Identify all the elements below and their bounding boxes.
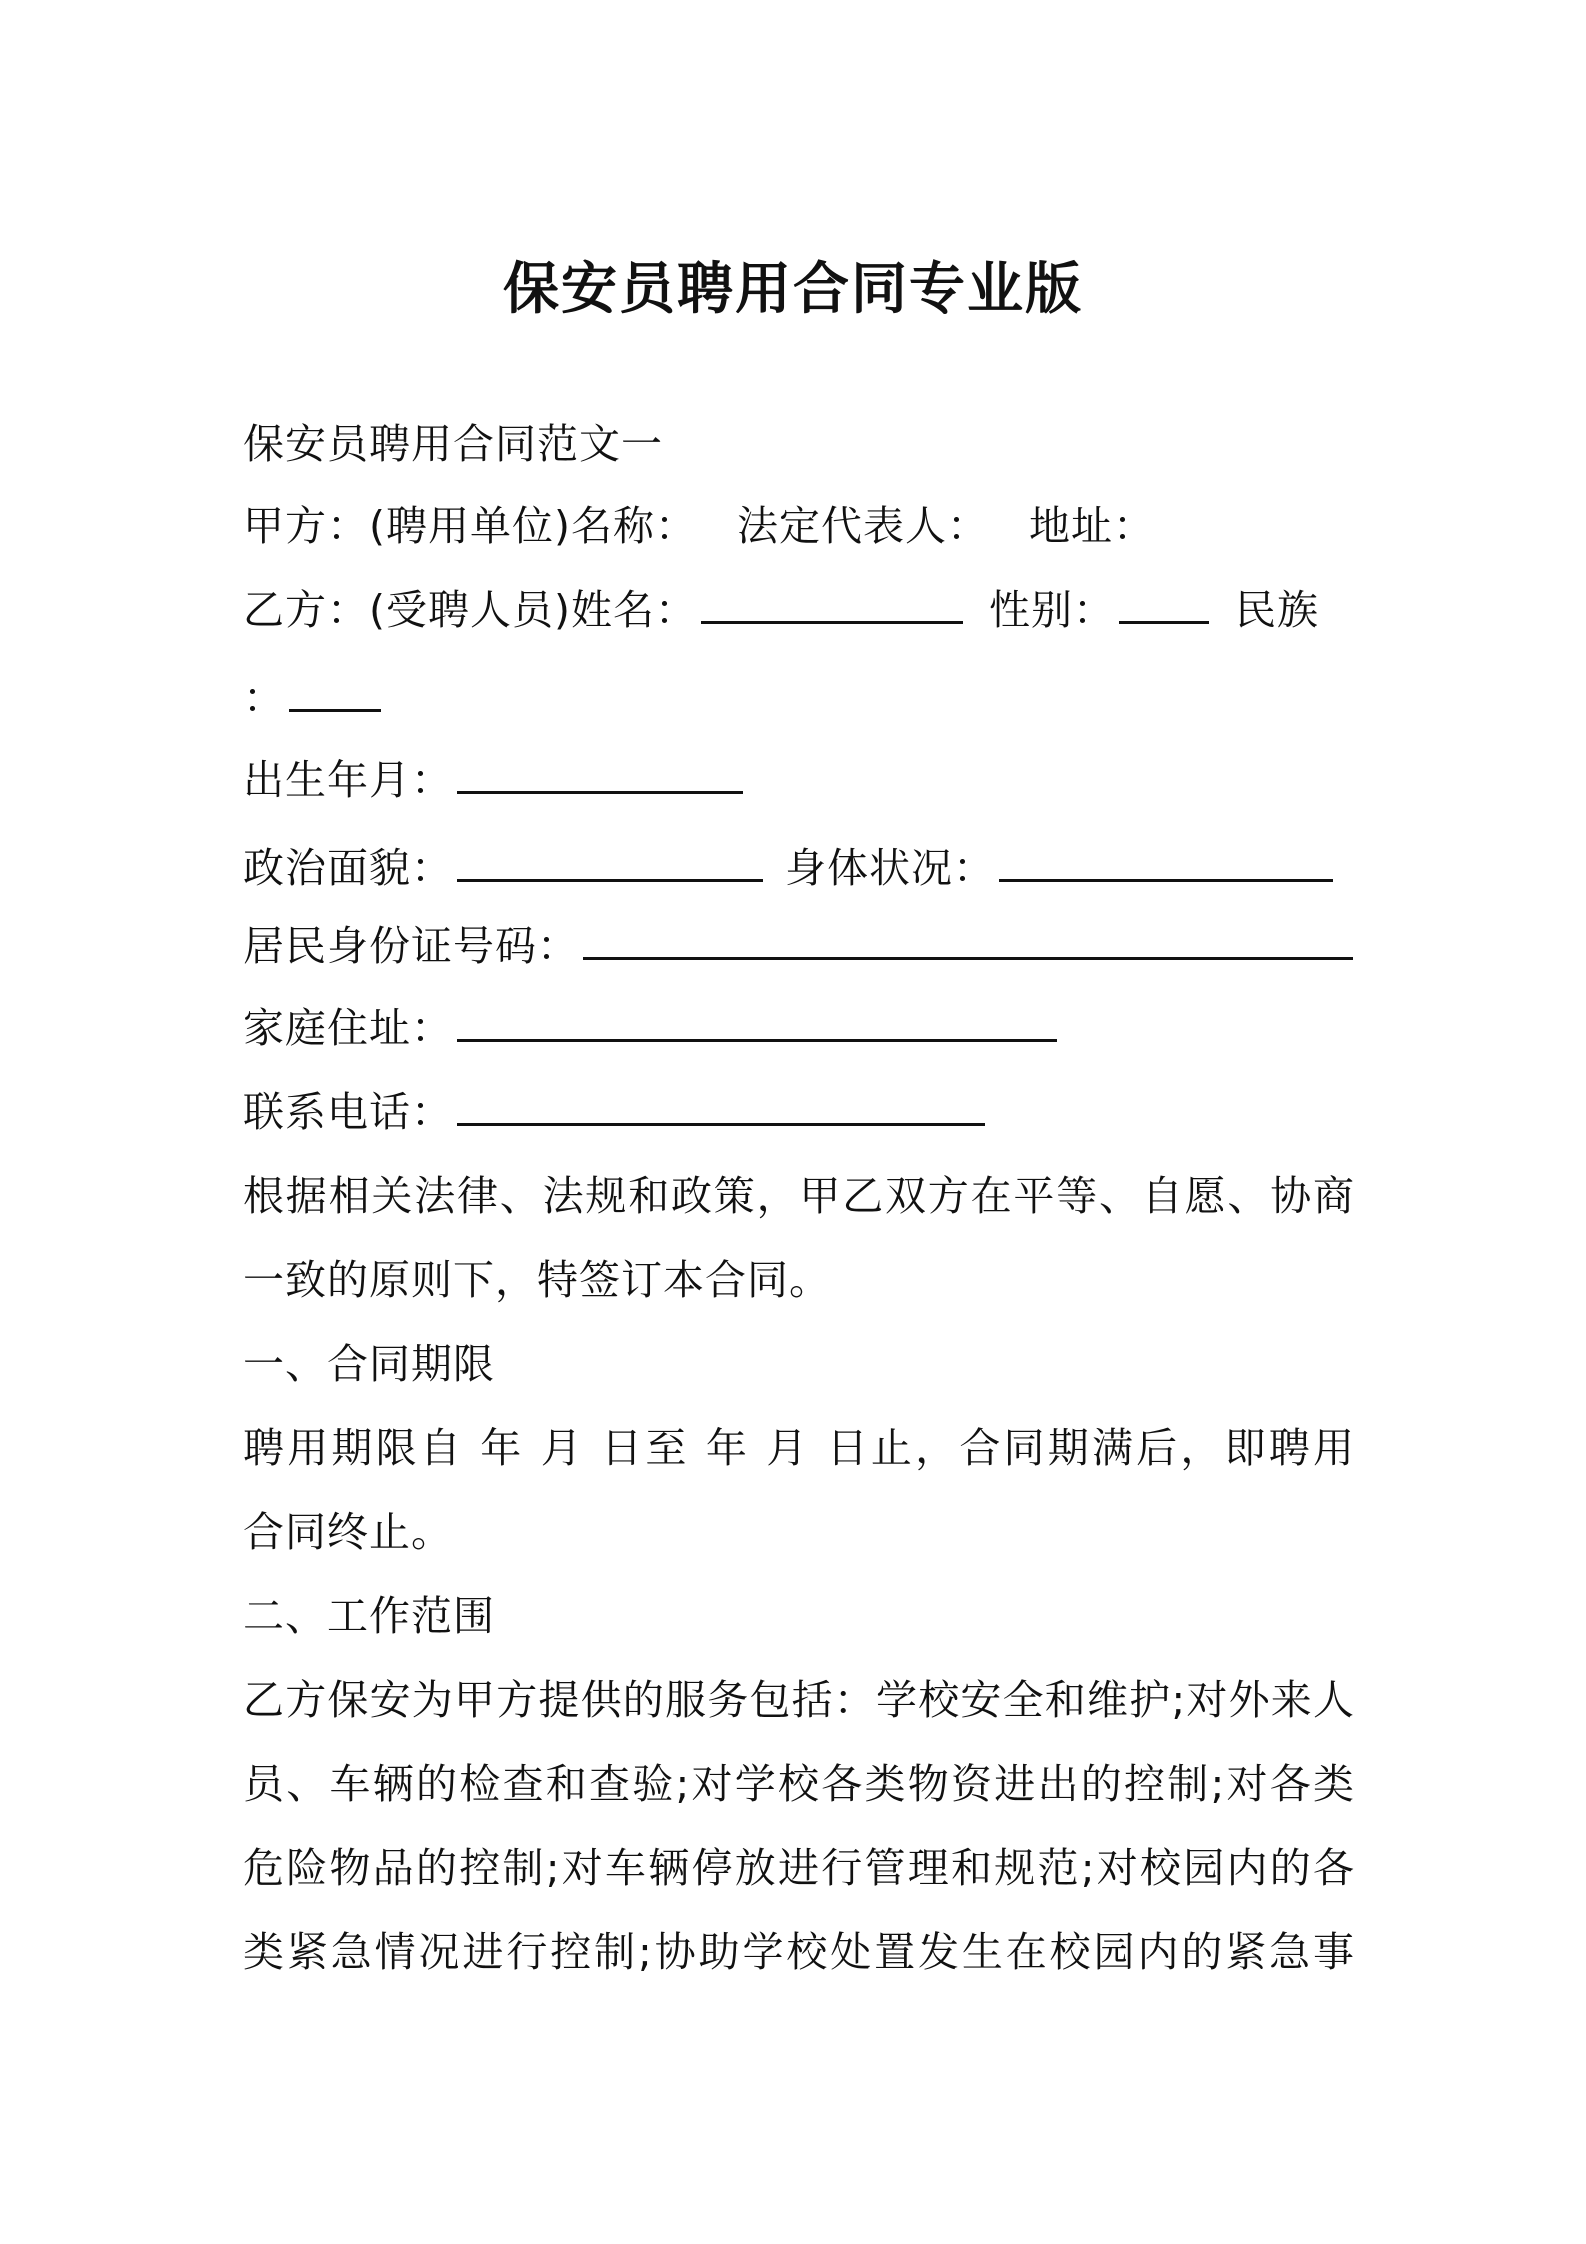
home-address-blank xyxy=(457,1007,1057,1042)
ethnicity-blank xyxy=(289,677,381,712)
preamble-line-2: 一致的原则下，特签订本合同。 xyxy=(243,1256,831,1304)
birth-line xyxy=(243,750,1355,810)
ethnicity-colon: ： xyxy=(243,674,285,722)
home-address-label: 家庭住址： xyxy=(243,1004,453,1052)
section-2-line-2: 员、车辆的检查和查验;对学校各类物资进出的控制;对各类 xyxy=(243,1760,1355,1808)
party-b-line xyxy=(243,580,1355,640)
party-a-line xyxy=(243,496,1355,556)
id-number-line xyxy=(243,916,1355,976)
ethnicity-line xyxy=(243,668,1355,728)
id-number-blank xyxy=(583,925,1353,960)
section-2-heading: 二、工作范围 xyxy=(243,1592,495,1640)
name-blank xyxy=(701,589,963,624)
document-title: 保安员聘用合同专业版 xyxy=(503,257,1083,322)
phone-line xyxy=(243,1082,1355,1142)
section-2-line-4: 类紧急情况进行控制;协助学校处置发生在校园内的紧急事 xyxy=(243,1928,1355,1976)
gender-label: 性别： xyxy=(989,586,1115,634)
political-label: 政治面貌： xyxy=(243,844,453,892)
health-label: 身体状况： xyxy=(785,844,995,892)
ethnicity-label: 民族 xyxy=(1235,586,1319,634)
home-address-line xyxy=(243,998,1355,1058)
party-a-label: 甲方：(聘用单位)名称： xyxy=(243,502,697,550)
address-label: 地址： xyxy=(1029,502,1155,550)
section-1-line-2: 合同终止。 xyxy=(243,1508,453,1556)
id-number-label: 居民身份证号码： xyxy=(243,922,579,970)
section-1-heading: 一、合同期限 xyxy=(243,1340,495,1388)
preamble-line-1: 根据相关法律、法规和政策，甲乙双方在平等、自愿、协商 xyxy=(243,1172,1355,1220)
section-2-line-1: 乙方保安为甲方提供的服务包括：学校安全和维护;对外来人 xyxy=(243,1676,1355,1724)
health-blank xyxy=(999,847,1333,882)
gender-blank xyxy=(1119,589,1209,624)
section-1-line-1: 聘用期限自 年 月 日至 年 月 日止，合同期满后，即聘用 xyxy=(243,1424,1355,1472)
birth-label: 出生年月： xyxy=(243,756,453,804)
subtitle: 保安员聘用合同范文一 xyxy=(243,420,663,468)
political-health-line xyxy=(243,838,1355,898)
phone-blank xyxy=(457,1091,985,1126)
legal-rep-label: 法定代表人： xyxy=(737,502,989,550)
political-blank xyxy=(457,847,763,882)
section-2-line-3: 危险物品的控制;对车辆停放进行管理和规范;对校园内的各 xyxy=(243,1844,1355,1892)
phone-label: 联系电话： xyxy=(243,1088,453,1136)
party-b-label: 乙方：(受聘人员)姓名： xyxy=(243,586,697,634)
birth-blank xyxy=(457,759,743,794)
